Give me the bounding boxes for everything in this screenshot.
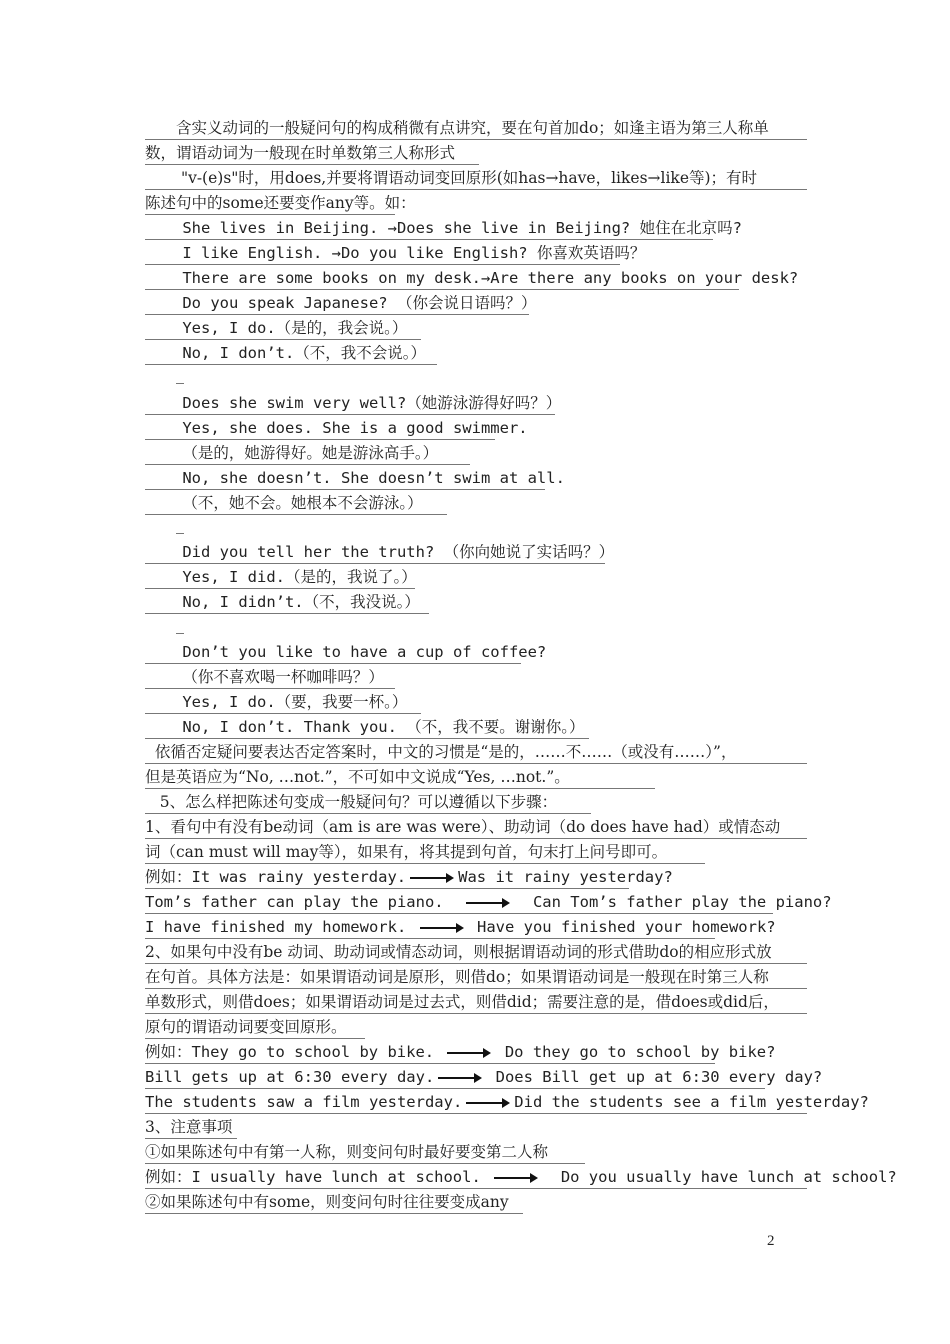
text-line: 数，谓语动词为一般现在时单数第三人称形式	[145, 143, 479, 165]
right-arrow-icon	[466, 898, 510, 908]
example-line: Do you speak Japanese? （你会说日语吗？）	[145, 293, 529, 315]
example-line: （你不喜欢喝一杯咖啡吗？）	[145, 667, 395, 689]
example-line: Don’t you like to have a cup of coffee?	[145, 642, 521, 664]
example-line: Yes, I do.（是的，我会说。）	[145, 318, 421, 340]
example-line: （不，她不会。她根本不会游泳。）	[145, 493, 447, 515]
text-line: ①如果陈述句中有第一人称，则变问句时最好要变第二人称	[145, 1142, 585, 1164]
conversion-example: Tom’s father can play the piano. Can Tom’s father play the piano?	[145, 892, 773, 914]
text-line: 但是英语应为“No, …not.”，不可如中文说成“Yes, …not.”。	[145, 767, 655, 789]
right-arrow-icon	[420, 923, 464, 933]
text-line: 原句的谓语动词要变回原形。	[145, 1017, 365, 1039]
text-line: 在句首。具体方法是：如果谓语动词是原形，则借do；如果谓语动词是一般现在时第三人称	[145, 967, 807, 989]
right-arrow-icon	[447, 1048, 491, 1058]
right-arrow-icon	[466, 1098, 510, 1108]
conversion-example: 例如：They go to school by bike. Do they go to school by bike?	[145, 1042, 715, 1064]
right-arrow-icon	[438, 1073, 482, 1083]
example-line: Did you tell her the truth? （你向她说了实话吗？）	[145, 542, 605, 564]
example-line: No, I don’t.（不，我不会说。）	[145, 343, 437, 365]
example-line: Does she swim very well?（她游泳游得好吗？）	[145, 393, 555, 415]
example-line: No, I don’t. Thank you. （不，我不要。谢谢你。）	[145, 717, 589, 739]
conversion-example: 例如：It was rainy yesterday. Was it rainy yesterday?	[145, 867, 629, 889]
text-line: 陈述句中的some还要变作any等。如：	[145, 193, 395, 215]
example-line: No, she doesn’t. She doesn’t swim at all.	[145, 468, 545, 490]
section-heading: 3、注意事项	[145, 1117, 237, 1139]
text-line: 2、如果句中没有be 动词、助动词或情态动词，则根据谓语动词的形式借助do的相应形式放	[145, 942, 807, 964]
example-line: Yes, she does. She is a good swimmer.	[145, 418, 495, 440]
page-number: 2	[767, 1233, 775, 1249]
text-line: 单数形式，则借does；如果谓语动词是过去式，则借did；需要注意的是，借does或did后，	[145, 992, 807, 1014]
example-line: （是的，她游得好。她是游泳高手。）	[145, 443, 470, 465]
example-line: She lives in Beijing. →Does she live in Beijing? 她住在北京吗?	[145, 218, 713, 240]
section-heading: 5、怎么样把陈述句变成一般疑问句？可以遵循以下步骤：	[145, 792, 591, 814]
example-line: I like English. →Do you like English? 你喜欢英语吗？	[145, 243, 620, 265]
conversion-example: Bill gets up at 6:30 every day. Does Bill get up at 6:30 every day?	[145, 1067, 765, 1089]
text-line: 含实义动词的一般疑问句的构成稍微有点讲究，要在句首加do；如逢主语为第三人称单	[145, 118, 807, 140]
text-line: "v-(e)s"时，用does,并要将谓语动词变回原形(如has→have，likes→like等)；有时	[145, 168, 807, 190]
example-line: There are some books on my desk.→Are there any books on your desk?	[145, 268, 739, 290]
conversion-example: I have finished my homework. Have you finished your homework?	[145, 917, 715, 939]
right-arrow-icon	[410, 873, 454, 883]
blank-line-marker	[176, 383, 184, 384]
example-line: Yes, I do.（要，我要一杯。）	[145, 692, 421, 714]
text-line: 1、看句中有没有be动词（am is are was were）、助动词（do does have had）或情态动	[145, 817, 807, 839]
example-line: No, I didn’t.（不，我没说。）	[145, 592, 429, 614]
blank-line-marker	[176, 633, 184, 634]
conversion-example: The students saw a film yesterday. Did the students see a film yesterday?	[145, 1092, 807, 1114]
text-line: 依循否定疑问要表达否定答案时，中文的习惯是“是的，……不……（或没有……）”，	[145, 742, 807, 764]
conversion-example: 例如：I usually have lunch at school. Do you usually have lunch at school?	[145, 1167, 807, 1189]
right-arrow-icon	[494, 1173, 538, 1183]
example-line: Yes, I did.（是的，我说了。）	[145, 567, 415, 589]
text-line: 词（can must will may等），如果有，将其提到句首，句末打上问号即可。	[145, 842, 705, 864]
text-line: ②如果陈述句中有some，则变问句时往往要变成any	[145, 1192, 523, 1214]
blank-line-marker	[176, 533, 184, 534]
